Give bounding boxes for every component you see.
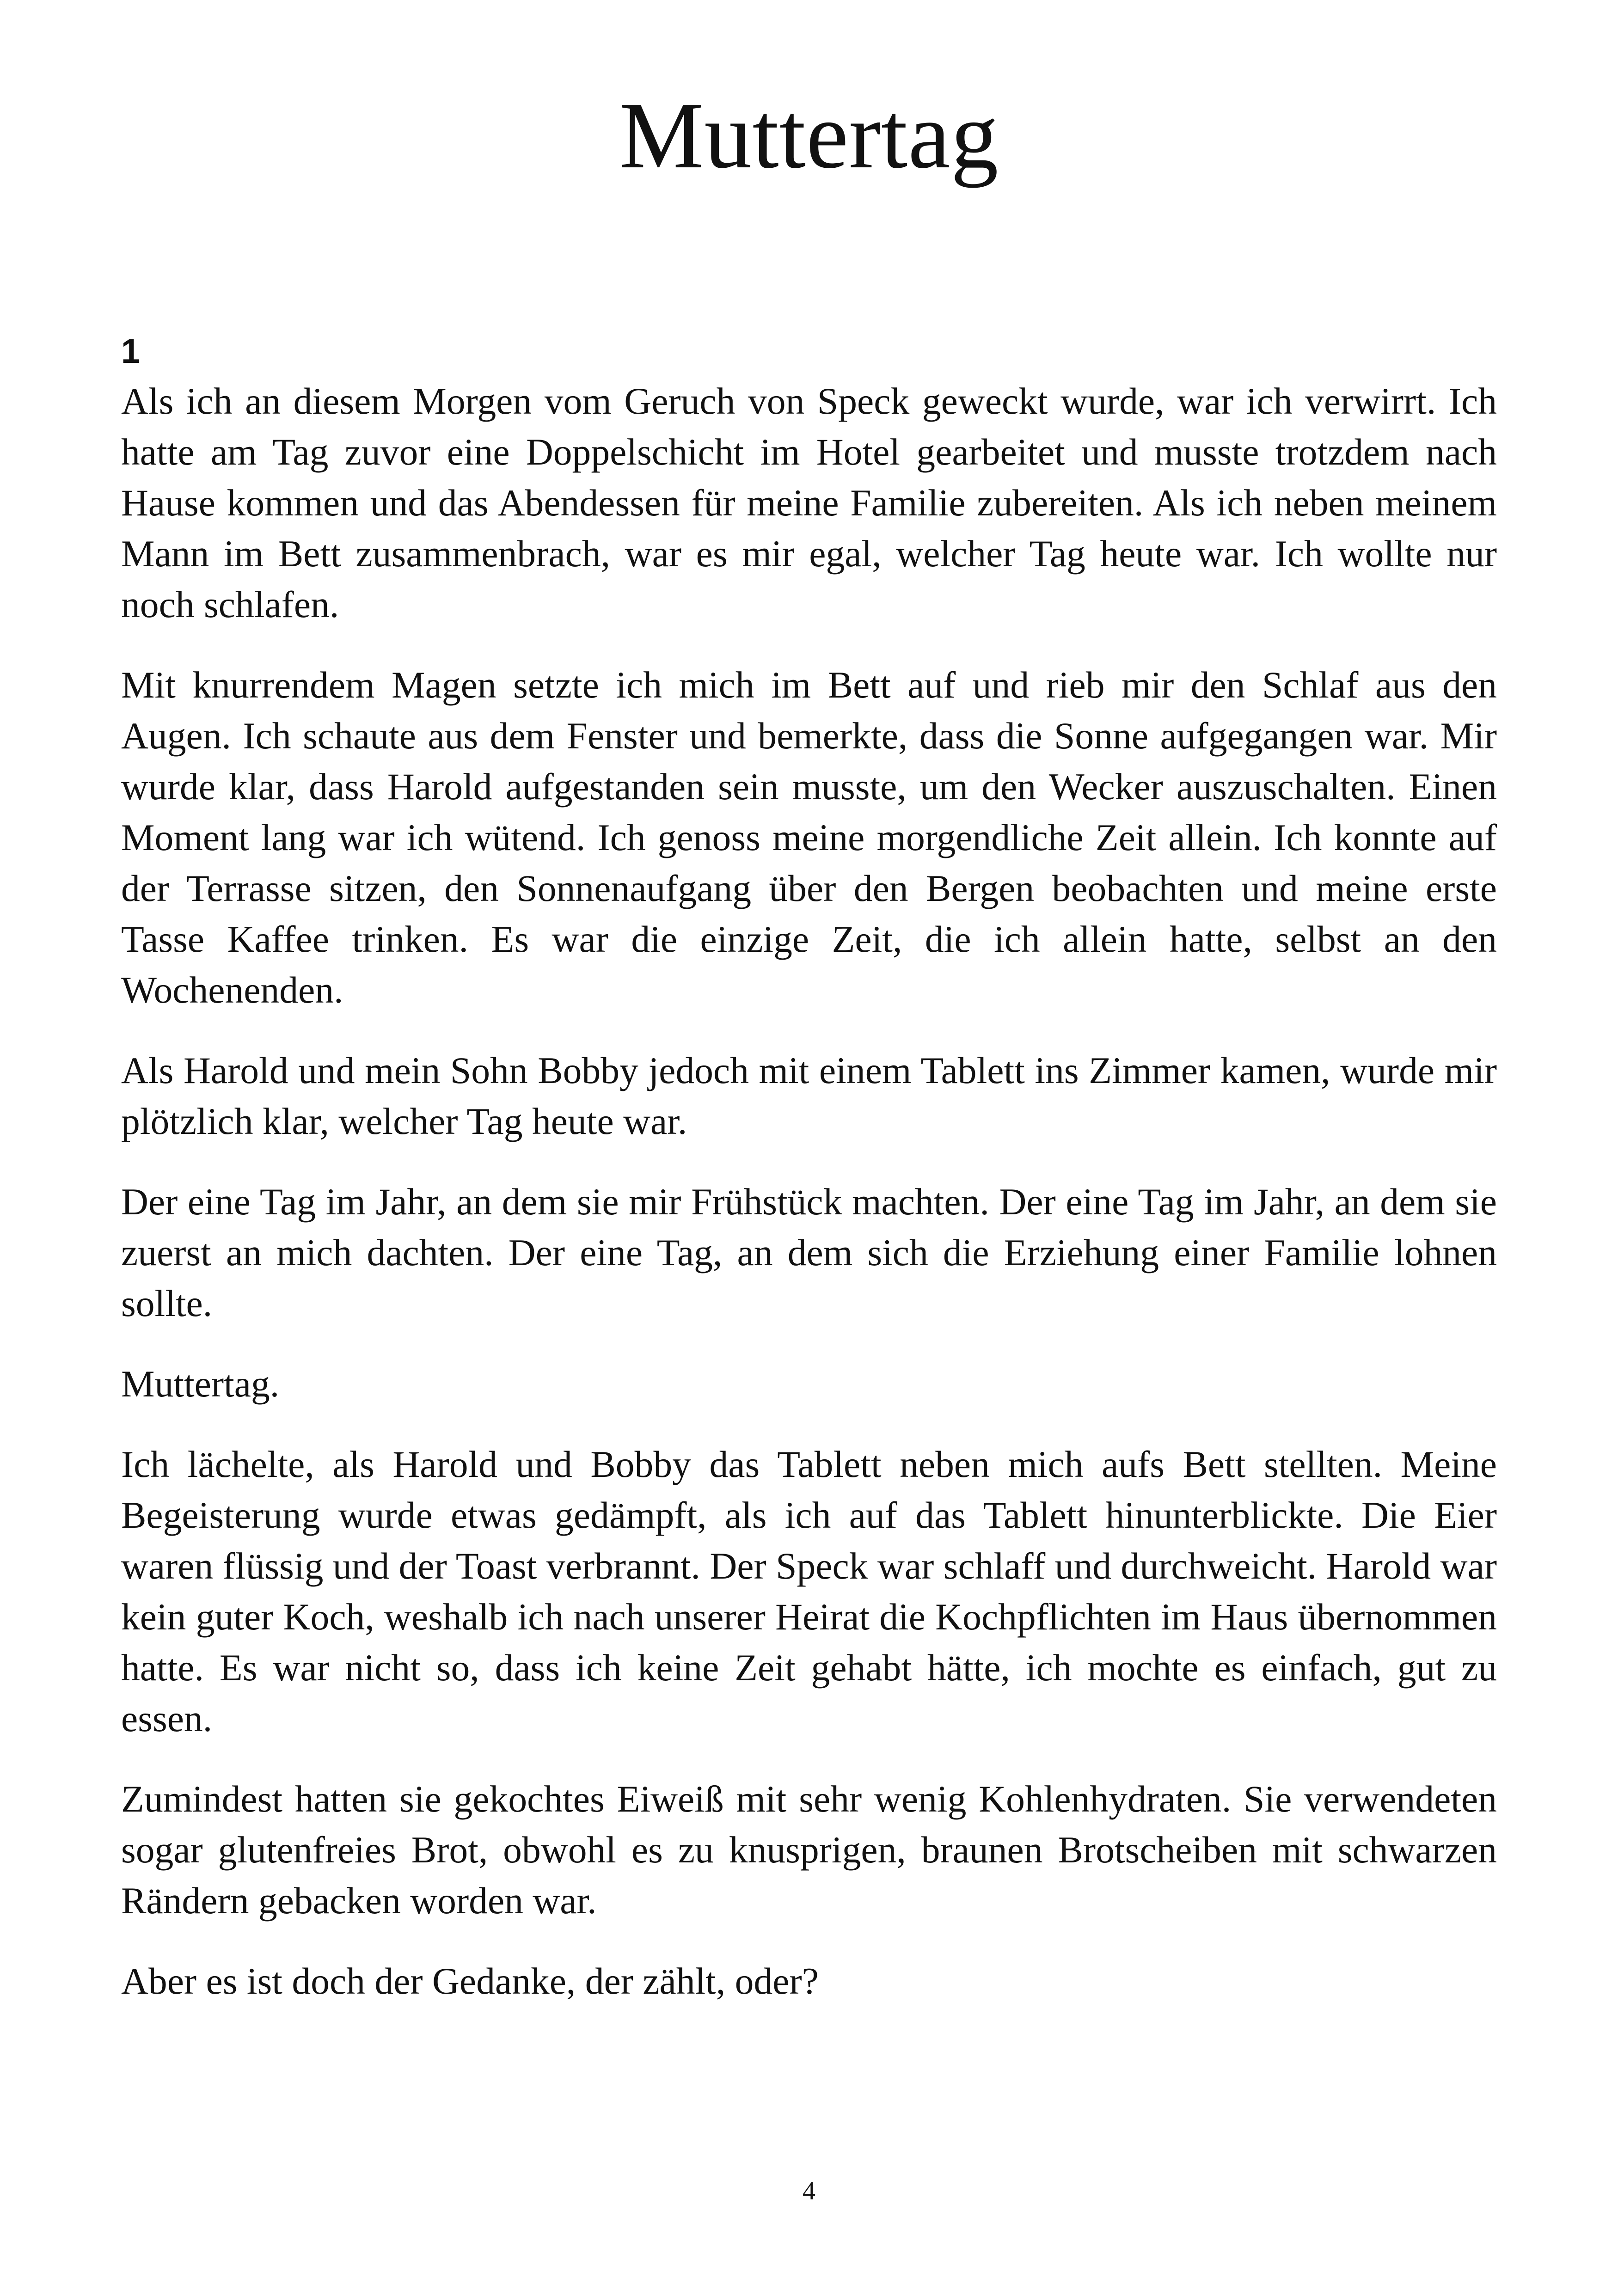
paragraph-8: Aber es ist doch der Gedanke, der zählt, oder?	[121, 1959, 819, 2002]
paragraph-1: Als ich an diesem Morgen vom Geruch von Speck geweckt wurde, war ich verwirrt. Ich hatte am Tag zuvor eine Doppelschicht im Hotel gearbeitet und musste trotzdem nach Hause kommen und das Abendessen für meine Familie zubereiten. Als ich neben meinem Mann im Bett zusammenbrach, war es mir egal, welcher Tag heute war. Ich wollte nur noch schlafen.	[121, 380, 1497, 625]
paragraph-7: Zumindest hatten sie gekochtes Eiweiß mit sehr wenig Kohlenhydraten. Sie verwendeten sogar glutenfreies Brot, obwohl es zu knusprigen, braunen Brotscheiben mit schwarzen Rändern gebacken worden war.	[121, 1777, 1497, 1922]
paragraph-6: Ich lächelte, als Harold und Bobby das Tablett neben mich aufs Bett stellten. Meine Begeisterung wurde etwas gedämpft, als ich auf das Tablett hinunterblickte. Die Eier waren flüssig und der Toast verbrannt. Der Speck war schlaff und durchweicht. Harold war kein guter Koch, weshalb ich nach unserer Heirat die Kochpflichten im Haus übernommen hatte. Es war nicht so, dass ich keine Zeit gehabt hätte, ich mochte es einfach, gut zu essen.	[121, 1443, 1497, 1739]
paragraph-4: Der eine Tag im Jahr, an dem sie mir Frühstück machten. Der eine Tag im Jahr, an dem sie zuerst an mich dachten. Der eine Tag, an dem sich die Erziehung einer Familie lohnen sollte.	[121, 1180, 1497, 1324]
chapter-body	[121, 331, 1497, 2036]
chapter-title: Muttertag	[619, 82, 999, 188]
paragraph-5: Muttertag.	[121, 1362, 280, 1405]
paragraph-2: Mit knurrendem Magen setzte ich mich im Bett auf und rieb mir den Schlaf aus den Augen. Ich schaute aus dem Fenster und bemerkte, dass die Sonne aufgegangen war. Mir wurde klar, dass Harold aufgestanden sein musste, um den Wecker auszuschalten. Einen Moment lang war ich wütend. Ich genoss meine morgendliche Zeit allein. Ich konnte auf der Terrasse sitzen, den Sonnenaufgang über den Bergen beobachten und meine erste Tasse Kaffee trinken. Es war die einzige Zeit, die ich allein hatte, selbst an den Wochenenden.	[121, 663, 1497, 1011]
paragraph-3: Als Harold und mein Sohn Bobby jedoch mit einem Tablett ins Zimmer kamen, wurde mir plötzlich klar, welcher Tag heute war.	[121, 1049, 1497, 1142]
chapter-number: 1	[121, 332, 141, 370]
page-number: 4	[803, 2177, 815, 2205]
